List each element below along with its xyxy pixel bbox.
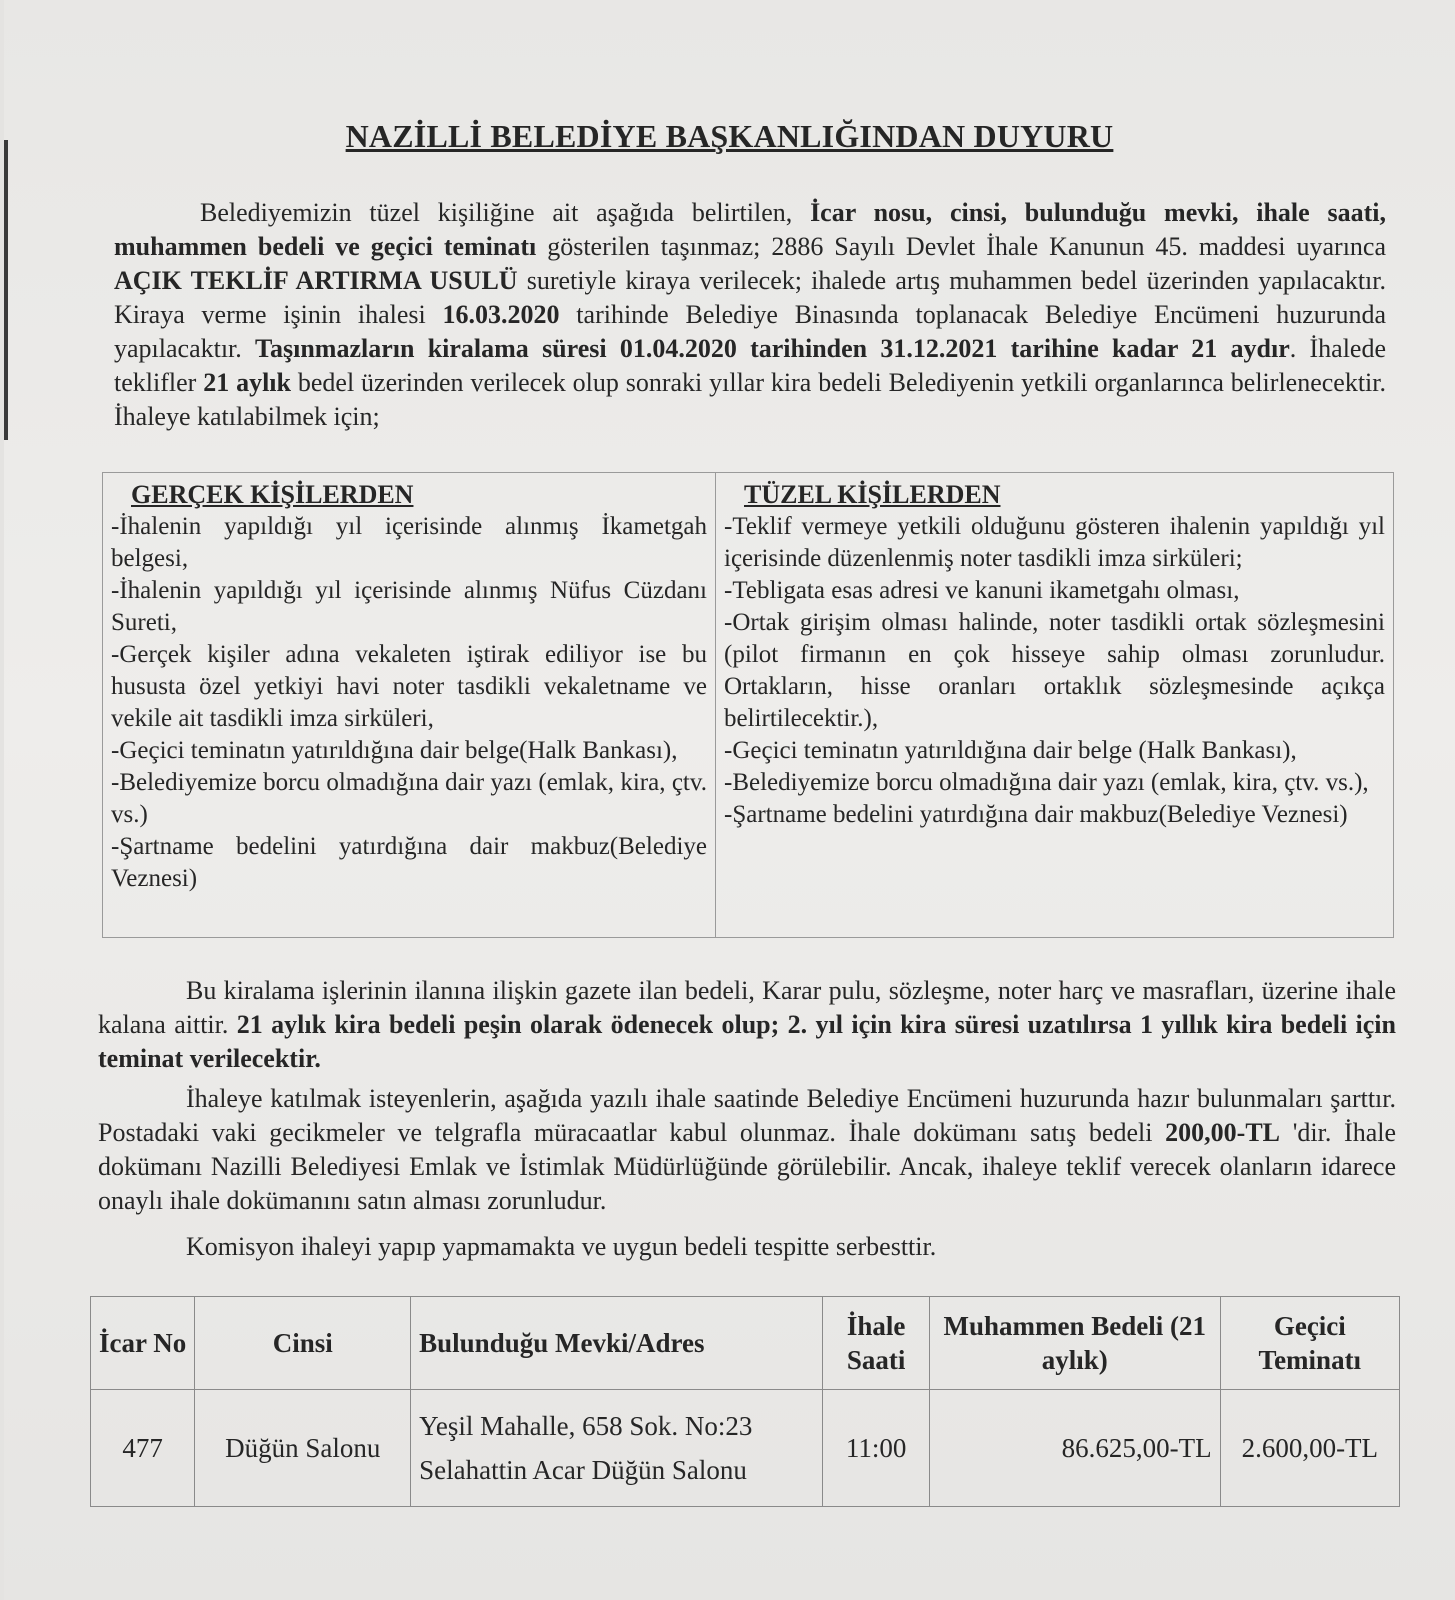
cell-adres — [411, 1390, 823, 1507]
requirement-item: -Belediyemize borcu olmadığına dair yazı (emlak, kira, çtv. vs.), — [724, 769, 1369, 796]
header-cinsi: Cinsi — [195, 1297, 411, 1390]
requirements-real-persons — [103, 473, 716, 937]
intro-text-1: Belediyemizin tüzel kişiliğine ait aşağıda belirtilen, — [200, 198, 811, 227]
requirement-item: -Teklif vermeye yetkili olduğunu gösteren ihalenin yapıldığı yıl içerisinde düzenlenmiş noter tasdikli imza sirküleri; — [724, 513, 1385, 572]
requirements-legal-heading: TÜZEL KİŞİLERDEN — [744, 480, 1001, 509]
page-edge-shadow — [4, 140, 8, 440]
commission-paragraph: Komisyon ihaleyi yapıp yapmamakta ve uygun bedeli tespitte serbesttir. — [186, 1232, 937, 1261]
requirements-legal-entities — [716, 473, 1393, 937]
intro-bold-4: Taşınmazların kiralama süresi 01.04.2020 tarihinden 31.12.2021 tarihine kadar 21 aydır — [255, 334, 1290, 363]
intro-bold-1: İcar nosu, cinsi, bulunduğu mevki, ihale saati, muhammen bedeli ve geçici teminatı — [114, 198, 1386, 261]
requirement-item: -Ortak girişim olması halinde, noter tasdikli ortak sözleşmesini (pilot firmanın en çok hisseye sahip olması zorunludur. Ortakların, hisse oranları ortaklık sözleşmesinde açıkça belirtilecektir.), — [724, 609, 1385, 732]
requirements-real-heading: GERÇEK KİŞİLERDEN — [131, 480, 414, 509]
table-header-row — [91, 1297, 1400, 1390]
cell-icar-no: 477 — [91, 1390, 195, 1507]
requirement-item: -İhalenin yapıldığı yıl içerisinde alınmış Nüfus Cüzdanı Sureti, — [111, 577, 707, 636]
cell-adres-line-1: Yeşil Mahalle, 658 Sok. No:23 — [419, 1411, 753, 1441]
intro-text-6: bedel üzerinden verilecek olup sonraki yıllar kira bedeli Belediyenin yetkili organlarınca belirlenecektir. İhaleye katılabilmek için; — [114, 368, 1386, 431]
requirement-item: -Tebligata esas adresi ve kanuni ikametgahı olması, — [724, 577, 1240, 604]
requirement-item: -Şartname bedelini yatırdığına dair makbuz(Belediye Veznesi) — [724, 801, 1348, 828]
table-row — [91, 1390, 1400, 1507]
attendance-text-1: İhaleye katılmak isteyenlerin, aşağıda yazılı ihale saatinde Belediye Encümeni huzurunda hazır bulunmaları şarttır. Postadaki vaki gecikmeler ve telgrafla müracaatlar kabul olunmaz. İhale dokümanı satış bedeli — [98, 1084, 1396, 1147]
header-adres: Bulunduğu Mevki/Adres — [411, 1297, 823, 1390]
header-gecici-teminat: Geçici Teminatı — [1220, 1297, 1399, 1390]
announcement-title: NAZİLLİ BELEDİYE BAŞKANLIĞINDAN DUYURU — [345, 118, 1114, 154]
requirement-item: -İhalenin yapıldığı yıl içerisinde alınmış İkametgah belgesi, — [111, 513, 707, 572]
intro-paragraph — [114, 196, 1386, 434]
intro-text-4: tarihinde Belediye Binasında toplanacak Belediye Encümeni huzurunda yapılacaktır. — [114, 300, 1386, 363]
intro-bold-5: 21 aylık — [203, 368, 291, 397]
costs-bold: 21 aylık kira bedeli peşin olarak ödenecek olup; 2. yıl için kira süresi uzatılırsa 1 yıllık kira bedeli için teminat verilecektir. — [98, 1010, 1396, 1073]
costs-paragraph — [98, 974, 1396, 1076]
document-page — [4, 0, 1455, 1600]
intro-bold-3: 16.03.2020 — [442, 300, 560, 329]
intro-bold-2: AÇIK TEKLİF ARTIRMA USULÜ — [114, 266, 518, 295]
costs-text: Bu kiralama işlerinin ilanına ilişkin gazete ilan bedeli, Karar pulu, sözleşme, noter harç ve masrafları, üzerine ihale kalana aittir. — [98, 976, 1396, 1039]
cell-adres-line-2: Selahattin Acar Düğün Salonu — [419, 1455, 747, 1485]
requirements-box — [102, 472, 1394, 938]
requirement-item: -Gerçek kişiler adına vekaleten iştirak ediliyor ise bu hususta özel yetkiyi havi noter tasdikli vekaletname ve vekile ait tasdikli imza sirküleri, — [111, 641, 707, 732]
intro-text-3: suretiyle kiraya verilecek; ihalede artış muhammen bedel üzerinden yapılacaktır. Kiraya verme işinin ihalesi — [114, 266, 1386, 329]
attendance-paragraph — [98, 1082, 1396, 1218]
intro-text-2: gösterilen taşınmaz; 2886 Sayılı Devlet İhale Kanunun 45. maddesi uyarınca — [536, 232, 1386, 261]
header-muhammen-bedeli: Muhammen Bedeli (21 aylık) — [929, 1297, 1220, 1390]
requirement-item: -Geçici teminatın yatırıldığına dair belge (Halk Bankası), — [724, 737, 1297, 764]
cell-ihale-saati: 11:00 — [823, 1390, 929, 1507]
requirement-item: -Belediyemize borcu olmadığına dair yazı (emlak, kira, çtv. vs.) — [111, 769, 707, 828]
header-icar-no: İcar No — [91, 1297, 195, 1390]
cell-muhammen-bedeli: 86.625,00-TL — [929, 1390, 1220, 1507]
attendance-text-2: 'dir. İhale dokümanı Nazilli Belediyesi Emlak ve İstimlak Müdürlüğünde görülebilir. Ancak, ihaleye teklif verecek olanların idarece onaylı ihale dokümanını satın alması zorunludur. — [98, 1118, 1397, 1215]
requirement-item: -Şartname bedelini yatırdığına dair makbuz(Belediye Veznesi) — [111, 833, 707, 892]
document-fee: 200,00-TL — [1165, 1118, 1280, 1147]
tender-table — [90, 1296, 1400, 1507]
intro-text-5: . İhalede teklifler — [114, 334, 1386, 397]
header-ihale-saati: İhale Saati — [823, 1297, 929, 1390]
requirement-item: -Geçici teminatın yatırıldığına dair belge(Halk Bankası), — [111, 737, 678, 764]
cell-cinsi: Düğün Salonu — [195, 1390, 411, 1507]
cell-gecici-teminat: 2.600,00-TL — [1220, 1390, 1399, 1507]
